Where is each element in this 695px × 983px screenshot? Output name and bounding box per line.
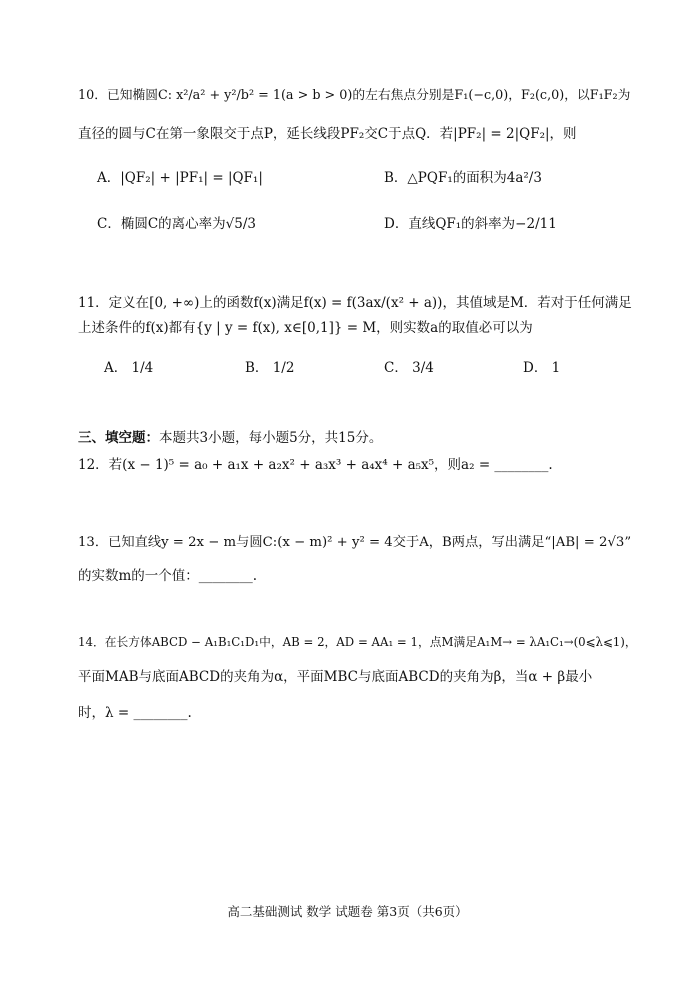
q10-stem-line2: 直径的圆与C在第一象限交于点P，延长线段PF₂交C于点Q．若|PF₂| = 2|QF₂|，则	[78, 126, 577, 142]
q14-stem-line3: 时，λ = ________.	[78, 705, 192, 721]
q10-option-a: A．|QF₂| + |PF₁| = |QF₁|	[97, 170, 263, 186]
q13-stem-line1: 13．已知直线y = 2x − m与圆C:(x − m)² + y² = 4交于A，B两点，写出满足“|AB| = 2√3”	[78, 535, 632, 550]
q11-stem-line2: 上述条件的f(x)都有{y | y = f(x), x∈[0,1]} = M，则实数a的取值必可以为	[78, 320, 533, 336]
q11-option-a: A． 1/4	[104, 360, 154, 376]
q13-stem-line2: 的实数m的一个值：________.	[78, 568, 258, 584]
section-3-heading	[78, 428, 382, 448]
question-12: 12．若(x − 1)⁵ = a₀ + a₁x + a₂x² + a₃x³ + a₄x⁴ + a₅x⁵，则a₂ = ________.	[78, 457, 553, 473]
q14-stem-line2: 平面MAB与底面ABCD的夹角为α，平面MBC与底面ABCD的夹角为β，当α + β最小	[78, 669, 593, 685]
q11-option-b: B． 1/2	[245, 360, 295, 376]
q10-stem-line1: 10．已知椭圆C: x²/a² + y²/b² = 1(a > b > 0)的左右焦点分别是F₁(−c,0)，F₂(c,0)，以F₁F₂为	[78, 88, 631, 103]
q10-option-b: B．△PQF₁的面积为4a²/3	[384, 170, 542, 186]
page-footer: 高二基础测试 数学 试题卷 第3页（共6页）	[227, 904, 468, 919]
section-3-title: 三、填空题：	[78, 430, 159, 446]
q11-option-d: D． 1	[523, 360, 561, 376]
q10-option-d: D．直线QF₁的斜率为−2/11	[384, 216, 557, 232]
q11-stem-line1: 11．定义在[0, +∞)上的函数f(x)满足f(x) = f(3ax/(x² + a))，其值域是M．若对于任何满足	[78, 295, 632, 311]
q14-stem-line1: 14．在长方体ABCD − A₁B₁C₁D₁中，AB = 2，AD = AA₁ = 1，点M满足A₁M→ = λA₁C₁→(0⩽λ⩽1)，	[78, 635, 637, 649]
q10-option-c: C．椭圆C的离心率为√5/3	[97, 216, 256, 232]
section-3-description: 本题共3小题，每小题5分，共15分。	[159, 430, 383, 446]
q11-option-c: C． 3/4	[384, 360, 434, 376]
